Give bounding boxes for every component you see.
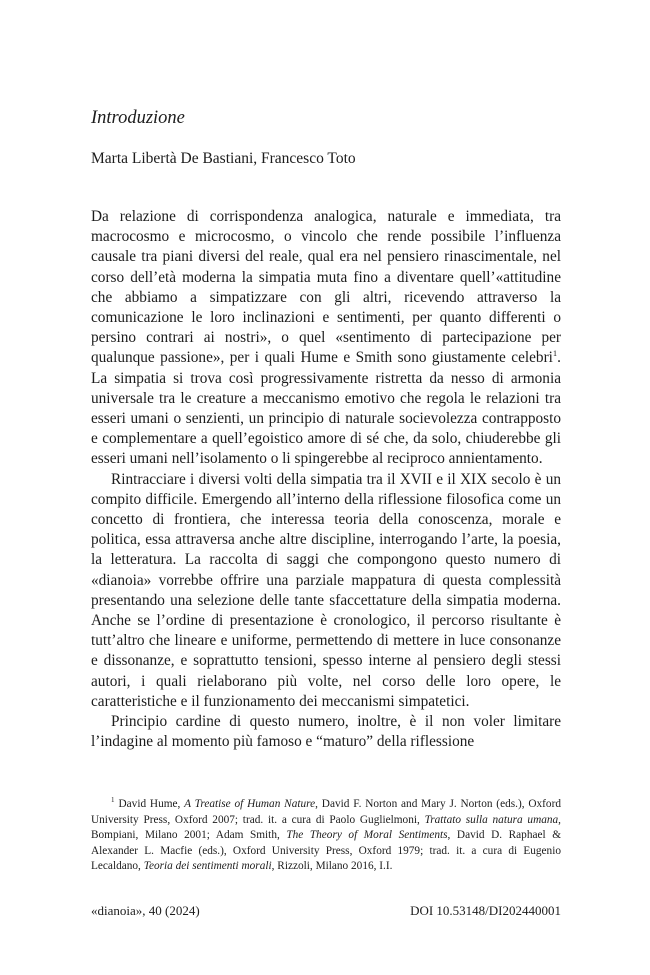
paragraph-1-text-b: . La simpatia si trova così progressivamente ristretta da nesso di armonia universale tra le creature a meccanismo emotivo che regola le relazioni tra esseri umani o senzienti, un principio di naturale socievolezza contrapposto e complementare a quell’egoistico amore di sé che, da solo, chiuderebbe gli esseri umani nell’isolamento o li spingerebbe al reciproco annientamento.	[91, 349, 561, 468]
footnote-title: Teoria dei sentimenti morali	[143, 860, 272, 873]
footnote-text: , David D. Raphael & Alexander L. Macfie (eds.), Oxford University Press, Oxford 1979; trad. it. a cura di Eugenio Lecaldano,	[91, 829, 561, 873]
paragraph-1	[91, 207, 561, 470]
footnote-text: David Hume,	[118, 798, 185, 810]
footnote-text: , Rizzoli, Milano 2016, I.I.	[271, 860, 393, 873]
footnote-text: , David F. Norton and Mary J. Norton (eds.), Oxford University Press, Oxford 2007; trad. it. a cura di Paolo Guglielmoni,	[91, 798, 561, 826]
paragraph-2: Rintracciare i diversi volti della simpatia tra il XVII e il XIX secolo è un compito difficile. Emergendo all’interno della riflessione filosofica come un concetto di frontiera, che interessa teoria della conoscenza, morale e politica, essa attraversa anche altre discipline, interrogando l’arte, la poesia, la letteratura. La raccolta di saggi che compongono questo numero di «dianoia» vorrebbe offrire una parziale mappatura di questa complessità presentando una selezione delle tante sfaccettature della simpatia moderna. Anche se l’ordine di presentazione è cronologico, il percorso risultante è tutt’altro che lineare e uniforme, permettendo di mettere in luce consonanze e dissonanze, e soprattutto tensioni, spesso interne al pensiero degli stessi autori, i quali rielaborano più volte, nel corso delle loro opere, le caratteristiche e il funzionamento dei meccanismi simpatetici.	[91, 470, 561, 710]
footnote-title: Trattato sulla natura umana	[424, 813, 559, 826]
body-text	[91, 207, 561, 752]
footnote-reference: 1	[552, 348, 558, 359]
footnote-title: The Theory of Moral Sentiments	[286, 829, 448, 842]
journal-reference: «dianoia», 40 (2024)	[91, 903, 200, 918]
doi: DOI 10.53148/DI202440001	[410, 903, 561, 918]
footnote-text: , Bompiani, Milano 2001; Adam Smith,	[91, 813, 561, 842]
document-page	[91, 0, 561, 975]
paragraph-3: Principio cardine di questo numero, inoltre, è il non voler limitare l’indagine al momento più famoso e “maturo” della riflessione	[91, 713, 561, 751]
footnote-number: 1	[111, 796, 115, 805]
footnote-1	[91, 797, 561, 875]
footnotes	[91, 797, 561, 875]
page-footer	[91, 903, 561, 919]
footnote-title: A Treatise of Human Nature	[184, 798, 316, 810]
authors: Marta Libertà De Bastiani, Francesco Toto	[91, 150, 356, 167]
paragraph-1-text-a: Da relazione di corrispondenza analogica, naturale e immediata, tra macrocosmo e microcosmo, o vincolo che rende possibile l’influenza causale tra piani diversi del reale, qual era nel pensiero rinascimentale, nel corso dell’età moderna la simpatia muta fino a diventare quell’«attitudine che abbiamo a simpatizzare con gli altri, ricevendo attraverso la comunicazione le loro inclinazioni e sentimenti, per quanto differenti o persino contrari ai nostri», o quel «sentimento di partecipazione per qualunque passione», per i quali Hume e Smith sono giustamente celebri	[91, 208, 561, 367]
section-title: Introduzione	[91, 108, 185, 128]
